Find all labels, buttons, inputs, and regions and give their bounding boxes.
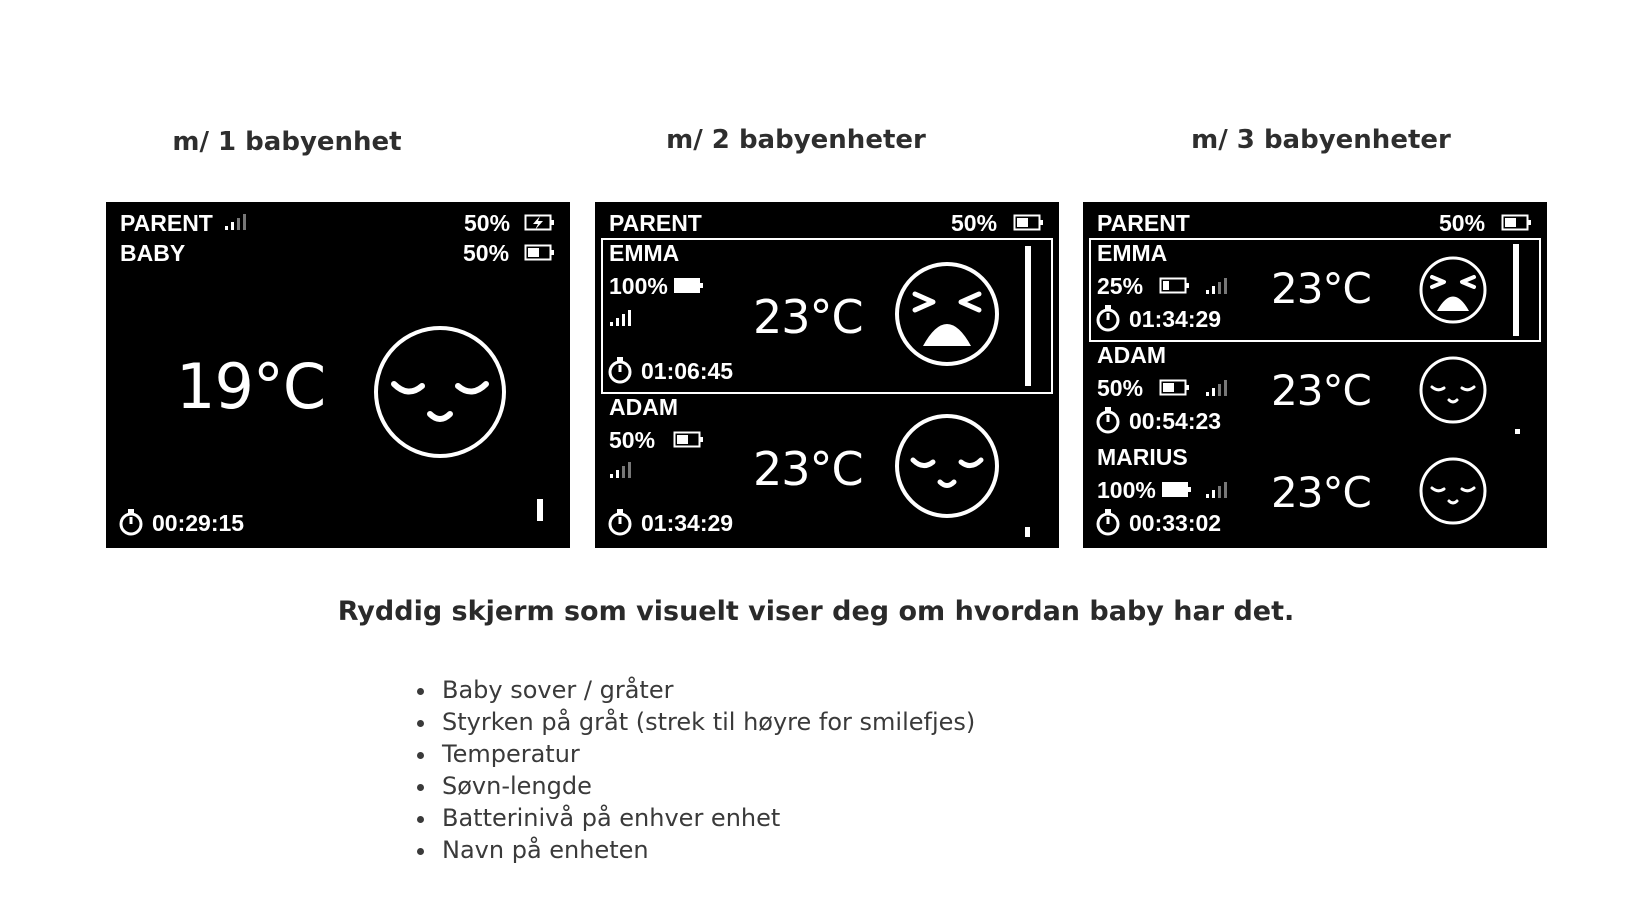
sleeping-face-icon [1417, 455, 1489, 527]
battery-half-icon [673, 430, 705, 450]
battery-half-icon [1159, 378, 1191, 398]
baby-name: ADAM [1097, 342, 1166, 368]
baby-battery-percent: 50% [463, 240, 510, 266]
feature-item: • Temperatur [438, 738, 975, 770]
feature-item: • Baby sover / gråter [438, 674, 975, 706]
signal-icon [1205, 276, 1229, 296]
battery-half-icon [1013, 213, 1045, 233]
temperature-reading: 19°C [176, 350, 326, 423]
column-title-1: m/ 1 babyenhet [172, 127, 402, 157]
signal-icon [1205, 480, 1229, 500]
battery-half-icon [1501, 213, 1533, 233]
signal-icon [609, 460, 633, 480]
feature-list [414, 674, 975, 866]
sleep-timer: 01:34:29 [641, 510, 734, 536]
baby-name: MARIUS [1097, 444, 1188, 470]
cry-strength-bar [537, 499, 543, 521]
crying-face-icon [893, 260, 1001, 368]
tagline: Ryddig skjerm som visuelt viser deg om hvordan baby har det. [337, 596, 1295, 627]
screen-three-babies [1083, 202, 1547, 548]
battery-charging-icon [524, 213, 556, 233]
baby-name: EMMA [1097, 240, 1168, 266]
parent-battery-percent: 50% [951, 210, 998, 236]
cry-strength-bar [1025, 246, 1031, 386]
sleep-timer: 00:29:15 [152, 510, 245, 536]
temperature-reading: 23°C [1271, 366, 1371, 415]
cry-strength-bar [1513, 244, 1519, 336]
column-title-3: m/ 3 babyenheter [1191, 125, 1451, 155]
feature-item: • Søvn-lengde [438, 770, 975, 802]
parent-battery-percent: 50% [1439, 210, 1486, 236]
cry-strength-bar [1515, 429, 1520, 434]
parent-label: PARENT [609, 210, 702, 236]
signal-icon [224, 212, 248, 232]
column-title-2: m/ 2 babyenheter [666, 125, 926, 155]
stopwatch-icon [118, 508, 144, 536]
stopwatch-icon [607, 356, 633, 384]
baby-name: ADAM [609, 394, 678, 420]
sleep-timer: 01:34:29 [1129, 306, 1222, 332]
parent-label: PARENT [120, 210, 213, 236]
sleeping-face-icon [893, 412, 1001, 520]
baby-battery-percent: 100% [609, 273, 668, 299]
feature-item: • Styrken på gråt (strek til høyre for smilefjes) [438, 706, 975, 738]
baby-battery-percent: 50% [609, 427, 656, 453]
battery-full-icon [1161, 480, 1193, 500]
baby-battery-percent: 50% [1097, 375, 1144, 401]
sleep-timer: 01:06:45 [641, 358, 734, 384]
feature-item: • Batterinivå på enhver enhet [438, 802, 975, 834]
feature-item: • Navn på enheten [438, 834, 975, 866]
baby-battery-percent: 25% [1097, 273, 1144, 299]
sleeping-face-icon [370, 322, 510, 462]
parent-battery-percent: 50% [464, 210, 511, 236]
temperature-reading: 23°C [1271, 468, 1371, 517]
screen-one-baby [106, 202, 570, 548]
signal-icon [1205, 378, 1229, 398]
temperature-reading: 23°C [1271, 264, 1371, 313]
stopwatch-icon [1095, 508, 1121, 536]
stopwatch-icon [1095, 406, 1121, 434]
baby-name: EMMA [609, 240, 680, 266]
temperature-reading: 23°C [753, 442, 863, 496]
stopwatch-icon [1095, 304, 1121, 332]
sleep-timer: 00:33:02 [1129, 510, 1222, 536]
sleeping-face-icon [1417, 354, 1489, 426]
cry-strength-bar [1025, 527, 1030, 537]
battery-low-icon [1159, 276, 1191, 296]
battery-half-icon [524, 243, 556, 263]
parent-label: PARENT [1097, 210, 1190, 236]
battery-full-icon [673, 276, 705, 296]
crying-face-icon [1417, 254, 1489, 326]
screen-two-babies [595, 202, 1059, 548]
baby-battery-percent: 100% [1097, 477, 1156, 503]
signal-icon [609, 308, 633, 328]
temperature-reading: 23°C [753, 290, 863, 344]
sleep-timer: 00:54:23 [1129, 408, 1222, 434]
baby-label: BABY [120, 240, 186, 266]
stopwatch-icon [607, 508, 633, 536]
